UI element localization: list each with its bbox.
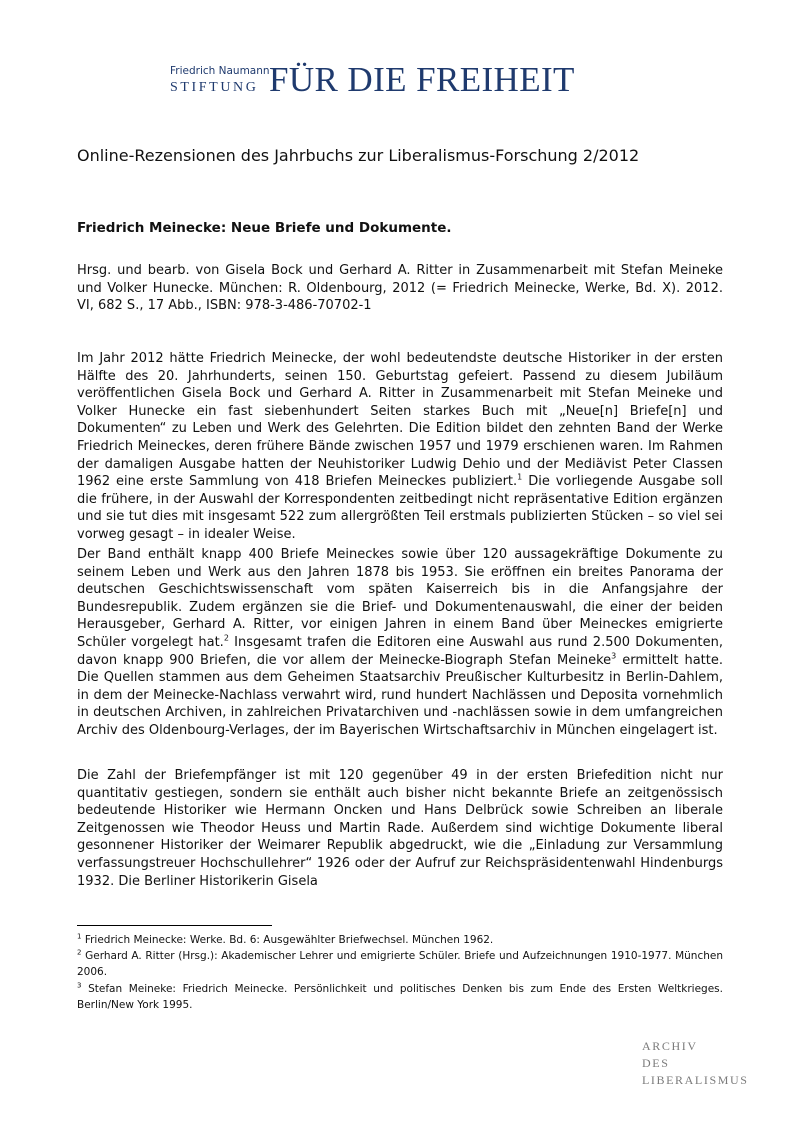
archive-logo xyxy=(642,1038,749,1089)
footnote-text: Stefan Meineke: Friedrich Meinecke. Persönlichkeit und politisches Denken bis zum Ende des Ersten Weltkrieges. Berlin/New York 1995. xyxy=(77,982,723,1011)
paragraph-2-text-c: ermittelt hatte. Die Quellen stammen aus dem Geheimen Staatsarchiv Preußischer Kulturbesitz in Berlin-Dahlem, in dem der Meinecke-Nachlass verwahrt wird, rund hundert Nachlässen und Deposita vornehmlich in deutschen Archiven, in zahlreichen Privatarchiven und -nachlässen sowie in dem umfangreichen Archiv des Oldenbourg-Verlages, der im Bayerischen Wirtschaftsarchiv in München eingelagert ist. xyxy=(77,652,723,738)
archive-logo-line-1: ARCHIV xyxy=(642,1039,698,1053)
footnote-number: 2 xyxy=(77,948,82,957)
paragraph-2-text-a: Der Band enthält knapp 400 Briefe Meineckes sowie über 120 aussagekräftige Dokumente zu seinem Leben und Werk aus den Jahren 1878 bis 1953. Sie eröffnen ein breites Panorama der deutschen Geschichtswissenschaft vom späten Kaiserreich bis in die Anfangsjahre der Bundesrepublik. Zudem ergänzen sie die Brief- und Dokumentenauswahl, die einer der beiden Herausgeber, Gerhard A. Ritter, vor einigen Jahren in einem Band über Meineckes emigrierte Schüler vorgelegt hat. xyxy=(77,547,723,650)
review-title: Friedrich Meinecke: Neue Briefe und Dokumente. xyxy=(77,220,452,236)
archive-logo-line-3: LIBERALISMUS xyxy=(642,1073,749,1087)
footnote-3 xyxy=(77,981,723,1013)
logo-slogan: FÜR DIE FREIHEIT xyxy=(269,60,575,99)
footnote-1 xyxy=(77,932,723,948)
bibliography: Hrsg. und bearb. von Gisela Bock und Gerhard A. Ritter in Zusammenarbeit mit Stefan Meineke und Volker Hunecke. München: R. Oldenbourg, 2012 (= Friedrich Meinecke, Werke, Bd. X). 2012. VI, 682 S., 17 Abb., ISBN: 978-3-486-70702-1 xyxy=(77,263,723,314)
paragraph-2-text-b: Insgesamt trafen die Editoren eine Auswahl aus rund 2.500 Dokumenten, davon knapp 900 Briefen, die vor allem der Meinecke-Biograph Stefan Meineke xyxy=(77,634,723,668)
stiftung-logo xyxy=(168,56,604,104)
logo-foundation-name: Friedrich Naumann xyxy=(170,65,270,77)
footnote-ref-2[interactable]: 2 xyxy=(223,633,229,643)
footnote-divider xyxy=(77,925,272,926)
paragraph-1 xyxy=(77,350,723,544)
footnotes xyxy=(77,932,723,1013)
footnote-text: Gerhard A. Ritter (Hrsg.): Akademischer Lehrer und emigrierte Schüler. Briefe und Aufzeichnungen 1910-1977. München 2006. xyxy=(77,950,723,979)
footnote-number: 1 xyxy=(77,932,82,941)
footnote-2 xyxy=(77,948,723,980)
paragraph-1-text-b: Die vorliegende Ausgabe soll die frühere, in der Auswahl der Korrespondenten zeitbedingt nicht repräsentative Edition ergänzen und sie tut dies mit insgesamt 522 zum allergrößten Teil erstmals publizierten Stücken – so viel sei vorweg gesagt – in idealer Weise. xyxy=(77,474,723,542)
paragraph-1-text-a: Im Jahr 2012 hätte Friedrich Meinecke, der wohl bedeutendste deutsche Historiker in der ersten Hälfte des 20. Jahrhunderts, seinen 150. Geburtstag gefeiert. Passend zu diesem Jubiläum veröffentlichen Gisela Bock und Gerhard A. Ritter in Zusammenarbeit mit Stefan Meineke und Volker Hunecke ein fast siebenhundert Seiten starkes Buch mit „Neue[n] Briefe[n] und Dokumenten“ zu Leben und Werk des Gelehrten. Die Edition bildet den zehnten Band der Werke Friedrich Meineckes, deren frühere Bände zwischen 1957 und 1979 erschienen waren. Im Rahmen der damaligen Ausgabe hatten der Neuhistoriker Ludwig Dehio und der Mediävist Peter Classen 1962 eine erste Sammlung von 418 Briefen Meineckes publiziert. xyxy=(77,351,723,490)
archive-logo-line-2: DES xyxy=(642,1056,670,1070)
footnote-ref-1[interactable]: 1 xyxy=(517,472,523,482)
footnote-number: 3 xyxy=(77,981,82,990)
footnote-ref-3[interactable]: 3 xyxy=(611,651,617,661)
footnote-text: Friedrich Meinecke: Werke. Bd. 6: Ausgewählter Briefwechsel. München 1962. xyxy=(84,934,494,946)
paragraph-2 xyxy=(77,546,723,740)
paragraph-3: Die Zahl der Briefempfänger ist mit 120 gegenüber 49 in der ersten Briefedition nicht nur quantitativ gestiegen, sondern sie enthält auch bisher nicht bekannte Briefe an zeitgenössisch bedeutende Historiker wie Hermann Oncken und Hans Delbrück sowie Schreiben an liberale Zeitgenossen wie Theodor Heuss und Martin Rade. Außerdem sind wichtige Dokumente liberal gesonnener Historiker der Weimarer Republik abgedruckt, wie die „Einladung zur Versammlung verfassungstreuer Hochschullehrer“ 1926 oder der Aufruf zur Reichspräsidentenwahl Hindenburgs 1932. Die Berliner Historikerin Gisela xyxy=(77,768,723,889)
logo-stiftung-word: STIFTUNG xyxy=(170,80,259,95)
page-header: Online-Rezensionen des Jahrbuchs zur Liberalismus-Forschung 2/2012 xyxy=(77,146,640,165)
